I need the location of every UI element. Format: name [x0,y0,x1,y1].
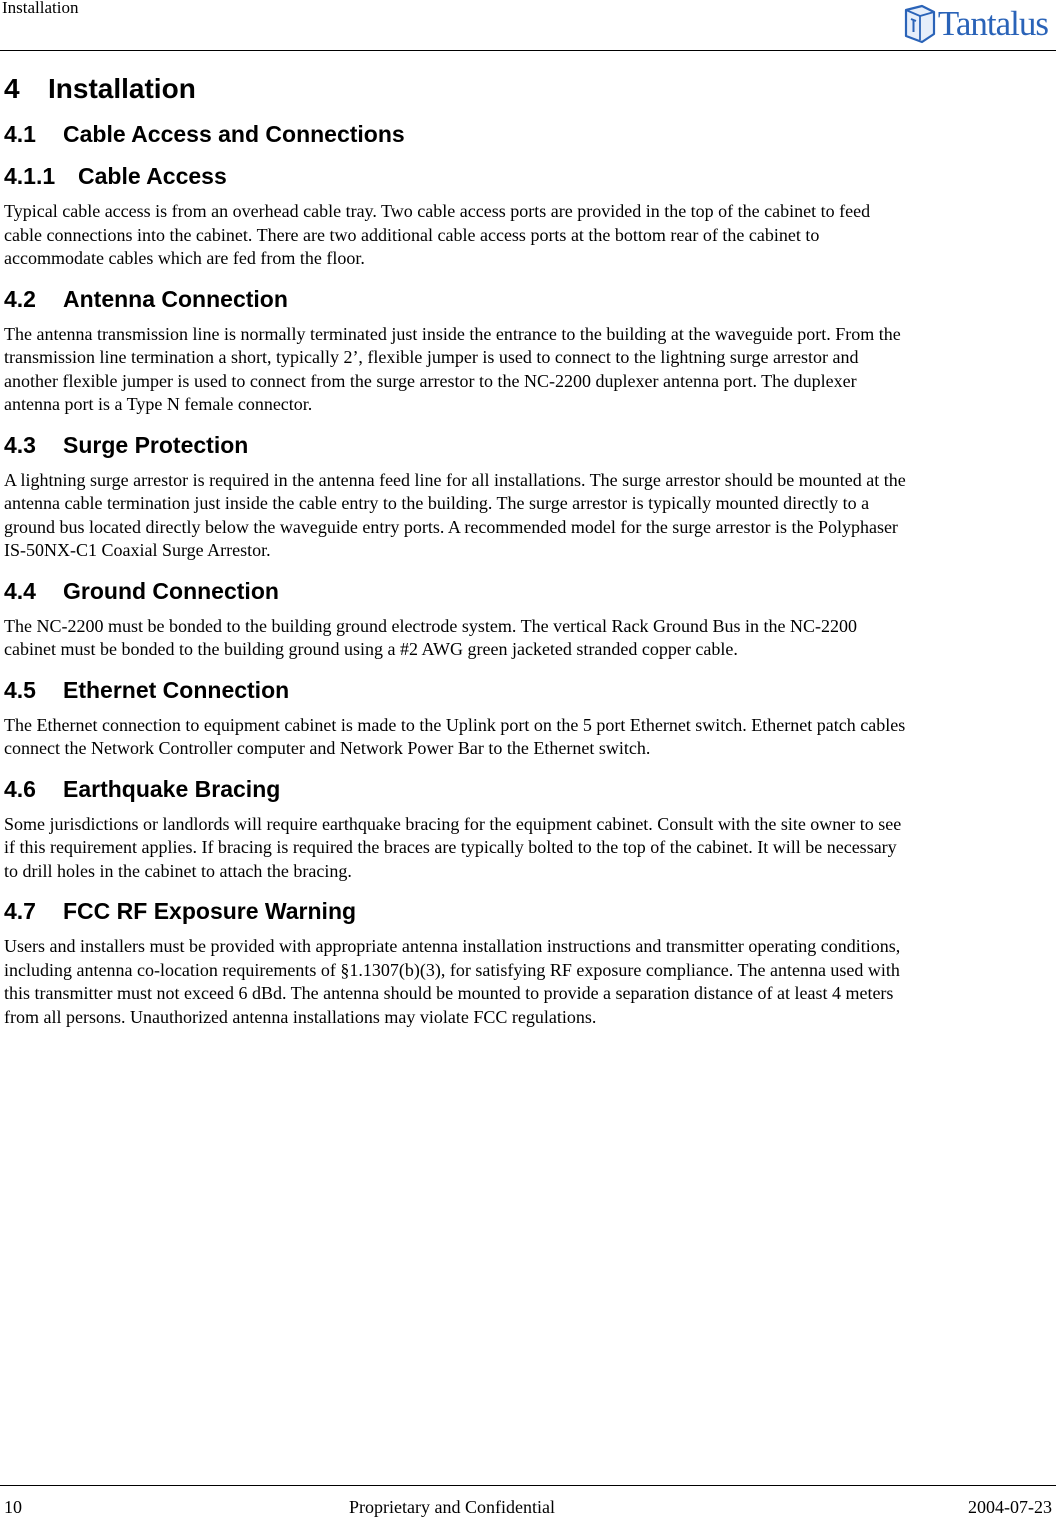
section-heading-4-6 [4,775,1050,803]
section-title: Antenna Connection [63,285,288,312]
section-number: 4.5 [4,676,36,703]
section-title: FCC RF Exposure Warning [63,898,357,924]
section-heading-4-4 [4,577,1050,605]
section-heading-4-5 [4,676,1050,704]
section-title: Surge Protection [63,431,249,458]
section-title: Earthquake Bracing [63,775,281,802]
section-number: 4.1 [4,121,36,147]
page-header [0,0,1056,51]
paragraph-ethernet-connection: The Ethernet connection to equipment cabinet is made to the Uplink port on the 5 port Ethernet switch. Ethernet patch cables connect the Network Controller computer and Network Power Bar to the Ethernet switch. [4,714,906,758]
section-heading-4-3 [4,431,1050,459]
paragraph-antenna-connection: The antenna transmission line is normally terminated just inside the entrance to the building at the waveguide port. From the transmission line termination a short, typically 2’, flexible jumper is used to connect to the lightning surge arrestor and another flexible jumper is used to connect from the surge arrestor to the NC-2200 duplexer antenna port. The duplexer antenna port is a Type N female connector. [4,323,901,414]
section-title: Cable Access and Connections [63,121,405,147]
section-title: Ethernet Connection [63,676,290,703]
section-number: 4.1.1 [4,163,56,189]
company-logo [900,2,1048,46]
section-heading-4 [4,72,1050,106]
paragraph-surge-protection: A lightning surge arrestor is required in the antenna feed line for all installations. The surge arrestor should be mounted at the antenna cable termination just inside the cable entry to the building. The surge arrestor is typically mounted directly to a ground bus located directly below the waveguide entry ports. A recommended model for the surge arrestor is the Polyphaser IS-50NX-C1 Coaxial Surge Arrestor. [4,469,906,560]
section-title: Installation [48,73,196,104]
section-number: 4.2 [4,285,36,312]
paragraph-fcc-rf-exposure: Users and installers must be provided with appropriate antenna installation instructions and transmitter operating conditions, including antenna co-location requirements of §1.1307(b)(3), for satisfying RF exposure compliance. The antenna used with this transmitter must not exceed 6 dBd. The antenna should be mounted to provide a separation distance of at least 4 meters from all persons. Unauthorized antenna installations may violate FCC regulations. [4,936,901,1027]
paragraph-cable-access: Typical cable access is from an overhead cable tray. Two cable access ports are provided in the top of the cabinet to feed cable connections into the cabinet. There are two additional cable access ports at the bottom rear of the cabinet to accommodate cables which are fed from the floor. [4,201,871,268]
section-heading-4-1-1 [4,162,1050,190]
section-heading-4-2 [4,285,1050,313]
header-title: Installation [2,0,79,17]
page-number: 10 [4,1497,22,1517]
document-body [4,50,1050,1029]
section-number: 4.6 [4,775,36,802]
section-heading-4-7 [4,897,1050,925]
section-number: 4 [4,73,20,104]
tantalus-logo-icon [900,4,936,44]
section-title: Cable Access [78,163,227,189]
confidentiality-notice: Proprietary and Confidential [349,1497,555,1517]
section-number: 4.7 [4,898,36,924]
paragraph-ground-connection: The NC-2200 must be bonded to the building ground electrode system. The vertical Rack Ground Bus in the NC-2200 cabinet must be bonded to the building ground using a #2 AWG green jacketed stranded copper cable. [4,615,858,659]
document-date: 2004-07-23 [968,1497,1052,1517]
page-footer [0,1485,1056,1521]
paragraph-earthquake-bracing: Some jurisdictions or landlords will require earthquake bracing for the equipment cabinet. Consult with the site owner to see if this requirement applies. If bracing is required the braces are typically bolted to the top of the cabinet. It will be necessary to drill holes in the cabinet to attach the bracing. [4,813,902,881]
section-number: 4.3 [4,431,36,458]
section-title: Ground Connection [63,577,279,604]
section-heading-4-1 [4,120,1050,148]
logo-wordmark: Tantalus [937,4,1048,43]
section-number: 4.4 [4,577,36,604]
